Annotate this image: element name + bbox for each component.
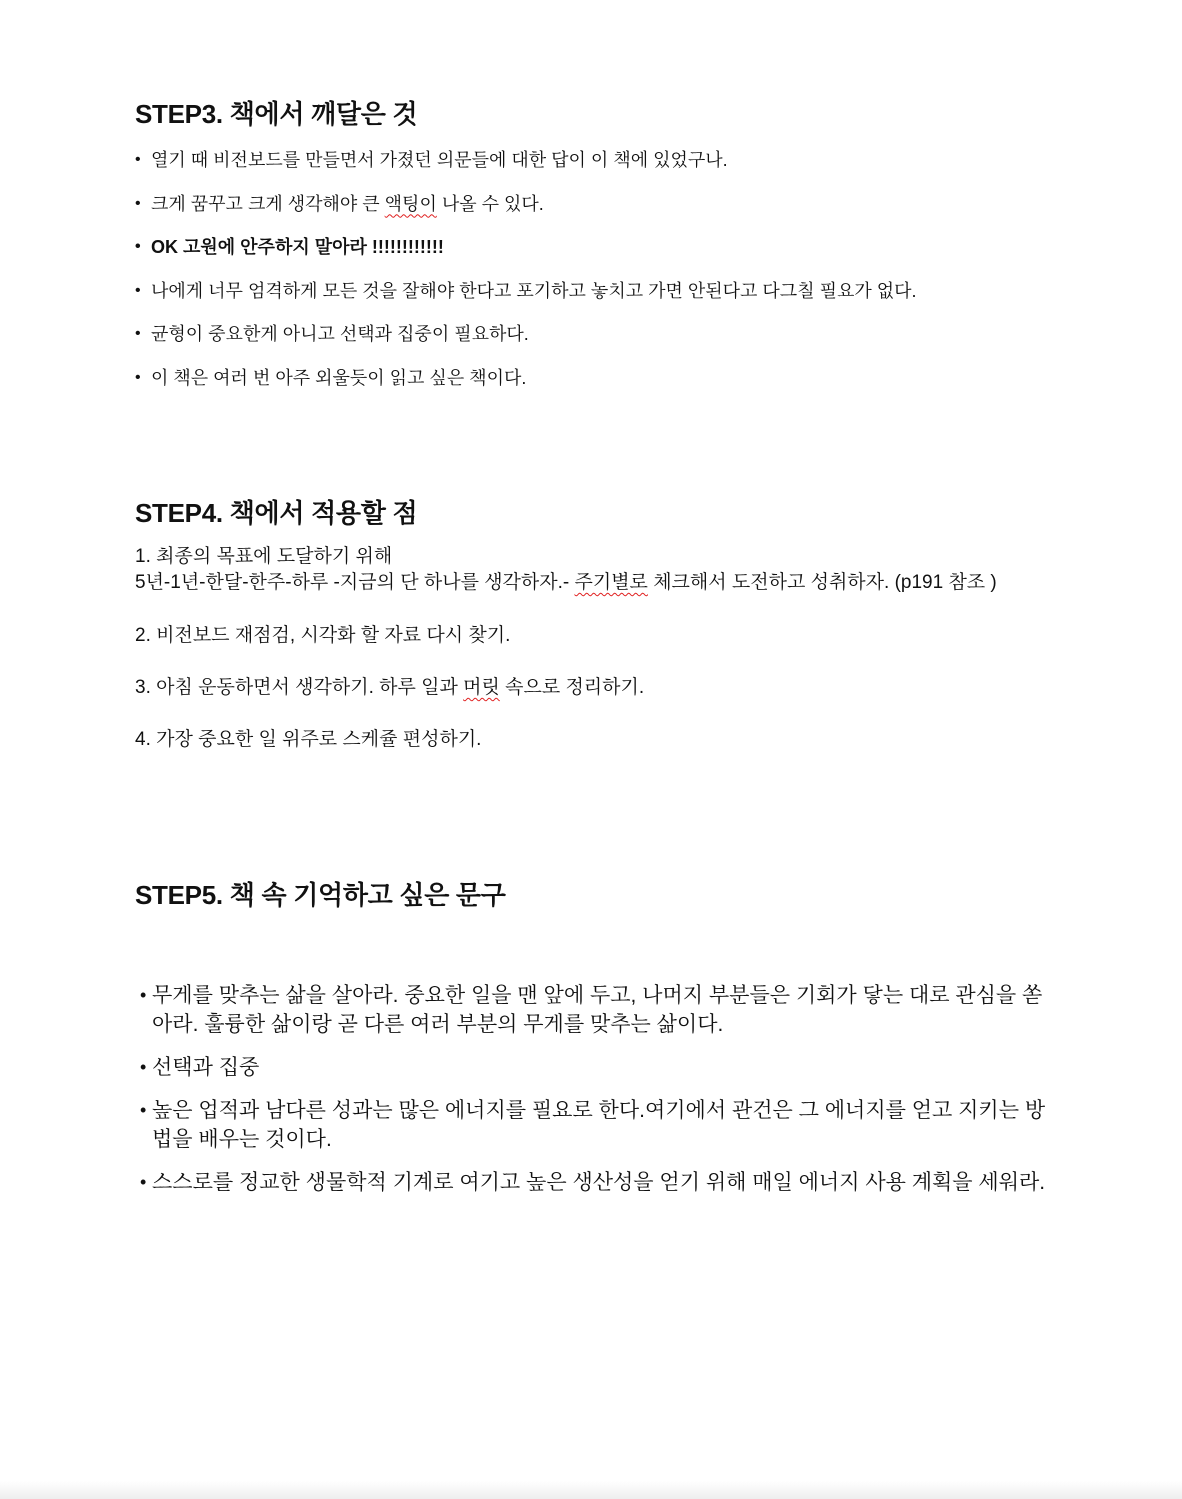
step5-quote-list xyxy=(140,981,1050,1211)
quote-item: • 선택과 집중 xyxy=(140,1053,1050,1082)
item-line xyxy=(135,570,997,596)
item-line: 1. 최종의 목표에 도달하기 위해 xyxy=(135,546,393,567)
step4-heading: STEP4. 책에서 적용할 점 xyxy=(135,498,418,528)
item-text: 크게 꿈꾸고 크게 생각해야 큰 xyxy=(151,193,385,214)
spellcheck-word[interactable]: 머릿 xyxy=(463,677,500,698)
item-text: 3. 아침 운동하면서 생각하기. 하루 일과 xyxy=(135,677,464,698)
spellcheck-word[interactable]: 주기별로 xyxy=(574,572,648,593)
item-text: 5년-1년-한달-한주-하루 -지금의 단 하나를 생각하자.- xyxy=(135,572,575,593)
list-item: • 균형이 중요한게 아니고 선택과 집중이 필요하다. xyxy=(135,323,917,345)
step3-list xyxy=(135,149,917,410)
list-item: • 나에게 너무 엄격하게 모든 것을 잘해야 한다고 포기하고 놓치고 가면 안된다고 다그칠 필요가 없다. xyxy=(135,280,917,302)
step4-item-2: 2. 비전보드 재점검, 시각화 할 자료 다시 찾기. xyxy=(135,625,511,646)
list-item: • 열기 때 비전보드를 만들면서 가졌던 의문들에 대한 답이 이 책에 있었구나. xyxy=(135,149,917,171)
page-bottom-shadow xyxy=(0,1481,1182,1499)
spellcheck-word[interactable]: 액팅이 xyxy=(384,193,437,214)
list-item xyxy=(135,193,917,215)
step3-heading: STEP3. 책에서 깨달은 것 xyxy=(135,99,418,129)
item-text: 나올 수 있다. xyxy=(436,193,544,214)
item-text: 속으로 정리하기. xyxy=(499,677,645,698)
list-item: • 이 책은 여러 번 아주 외울듯이 읽고 싶은 책이다. xyxy=(135,367,917,389)
step4-item-3 xyxy=(135,675,644,701)
quote-item: • 스스로를 정교한 생물학적 기계로 여기고 높은 생산성을 얻기 위해 매일 에너지 사용 계획을 세워라. xyxy=(140,1168,1050,1197)
step4-item-4: 4. 가장 중요한 일 위주로 스케쥴 편성하기. xyxy=(135,729,482,750)
quote-item: • 무게를 맞추는 삶을 살아라. 중요한 일을 맨 앞에 두고, 나머지 부분들은 기회가 닿는 대로 관심을 쏟아라. 훌륭한 삶이랑 곧 다른 여러 부분의 무게를 맞추는 삶이다. xyxy=(140,981,1050,1039)
quote-item: • 높은 업적과 남다른 성과는 많은 에너지를 필요로 한다.여기에서 관건은 그 에너지를 얻고 지키는 방법을 배우는 것이다. xyxy=(140,1096,1050,1154)
step5-heading: STEP5. 책 속 기억하고 싶은 문구 xyxy=(135,880,506,910)
step4-item-1 xyxy=(135,544,997,596)
item-text: 체크해서 도전하고 성취하자. (p191 참조 ) xyxy=(647,572,997,593)
list-item: • OK 고원에 안주하지 말아라 !!!!!!!!!!!! xyxy=(135,236,917,258)
